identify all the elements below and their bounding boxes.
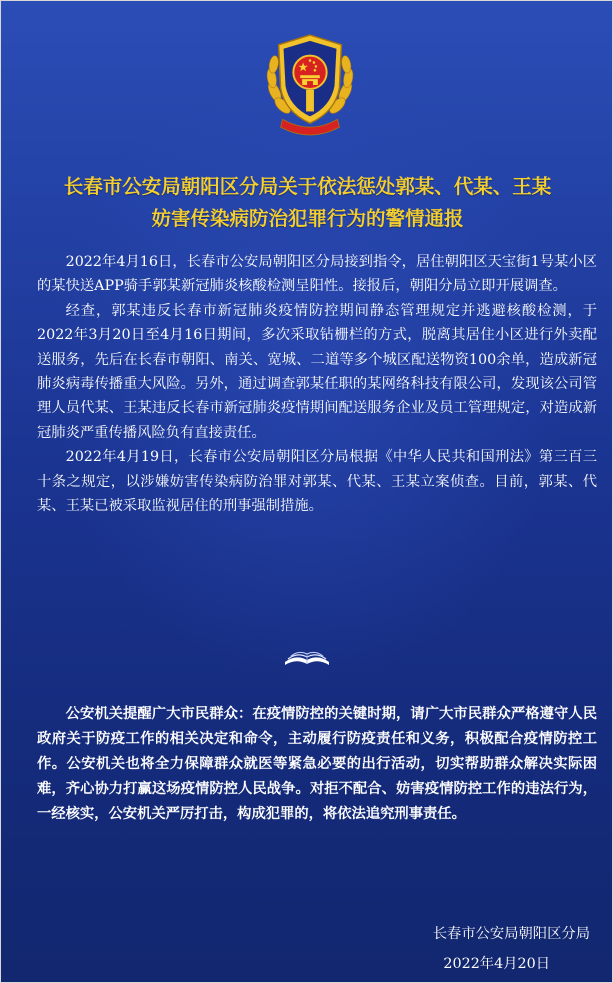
paragraph-incident: 2022年4月16日，长春市公安局朝阳区分局接到指令，居住朝阳区天宝街1号某小区的某快送APP骑手郭某新冠肺炎核酸检测呈阳性。接报后，朝阳分局立即开展调查。 [37, 254, 597, 295]
paragraph-case-filing: 2022年4月19日，长春市公安局朝阳区分局根据《中华人民共和国刑法》第三百三十条之规定，以涉嫌妨害传染病防治罪对郭某、代某、王某立案侦查。目前，郭某、代某、王某已被采取监视居住的刑事强制措施。 [37, 449, 597, 515]
issue-date: 2022年4月20日 [443, 956, 550, 972]
police-emblem-icon [261, 29, 359, 141]
open-book-icon [282, 640, 332, 668]
paragraph-investigation: 经查，郭某违反长春市新冠肺炎疫情防控期间静态管理规定并逃避核酸检测，于2022年3月20日至4月16日期间，多次采取钻栅栏的方式，脱离其居住小区进行外卖配送服务，先后在长春市朝阳、南关、宽城、二道等多个城区配送物资100余单，造成新冠肺炎病毒传播重大风险。另外，通过调查郭某任职的某网络科技有限公司，发现该公司管理人员代某、王某违反长春市新冠肺炎疫情期间配送服务企业及员工管理规定，对造成新冠肺炎严重传播风险负有直接责任。 [37, 302, 597, 441]
public-reminder: 公安机关提醒广大市民群众：在疫情防控的关键时期，请广大市民群众严格遵守人民政府关于防疫工作的相关决定和命令，主动履行防疫责任和义务，积极配合疫情防控工作。公安机关也将全力保障群众就医等紧急必要的出行活动，切实帮助群众解决实际困难，齐心协力打赢这场疫情防控人民战争。对拒不配合、妨害疫情防控工作的违法行为，一经核实，公安机关严厉打击，构成犯罪的，将依法追究刑事责任。 [37, 706, 597, 822]
title-line-1: 长春市公安局朝阳区分局关于依法惩处郭某、代某、王某 [63, 175, 552, 198]
signature-block [433, 922, 590, 976]
issuing-organization: 长春市公安局朝阳区分局 [432, 926, 590, 942]
page-title [1, 171, 613, 235]
report-body [37, 250, 597, 518]
title-line-2: 妨害传染病防治犯罪行为的警情通报 [151, 207, 464, 230]
